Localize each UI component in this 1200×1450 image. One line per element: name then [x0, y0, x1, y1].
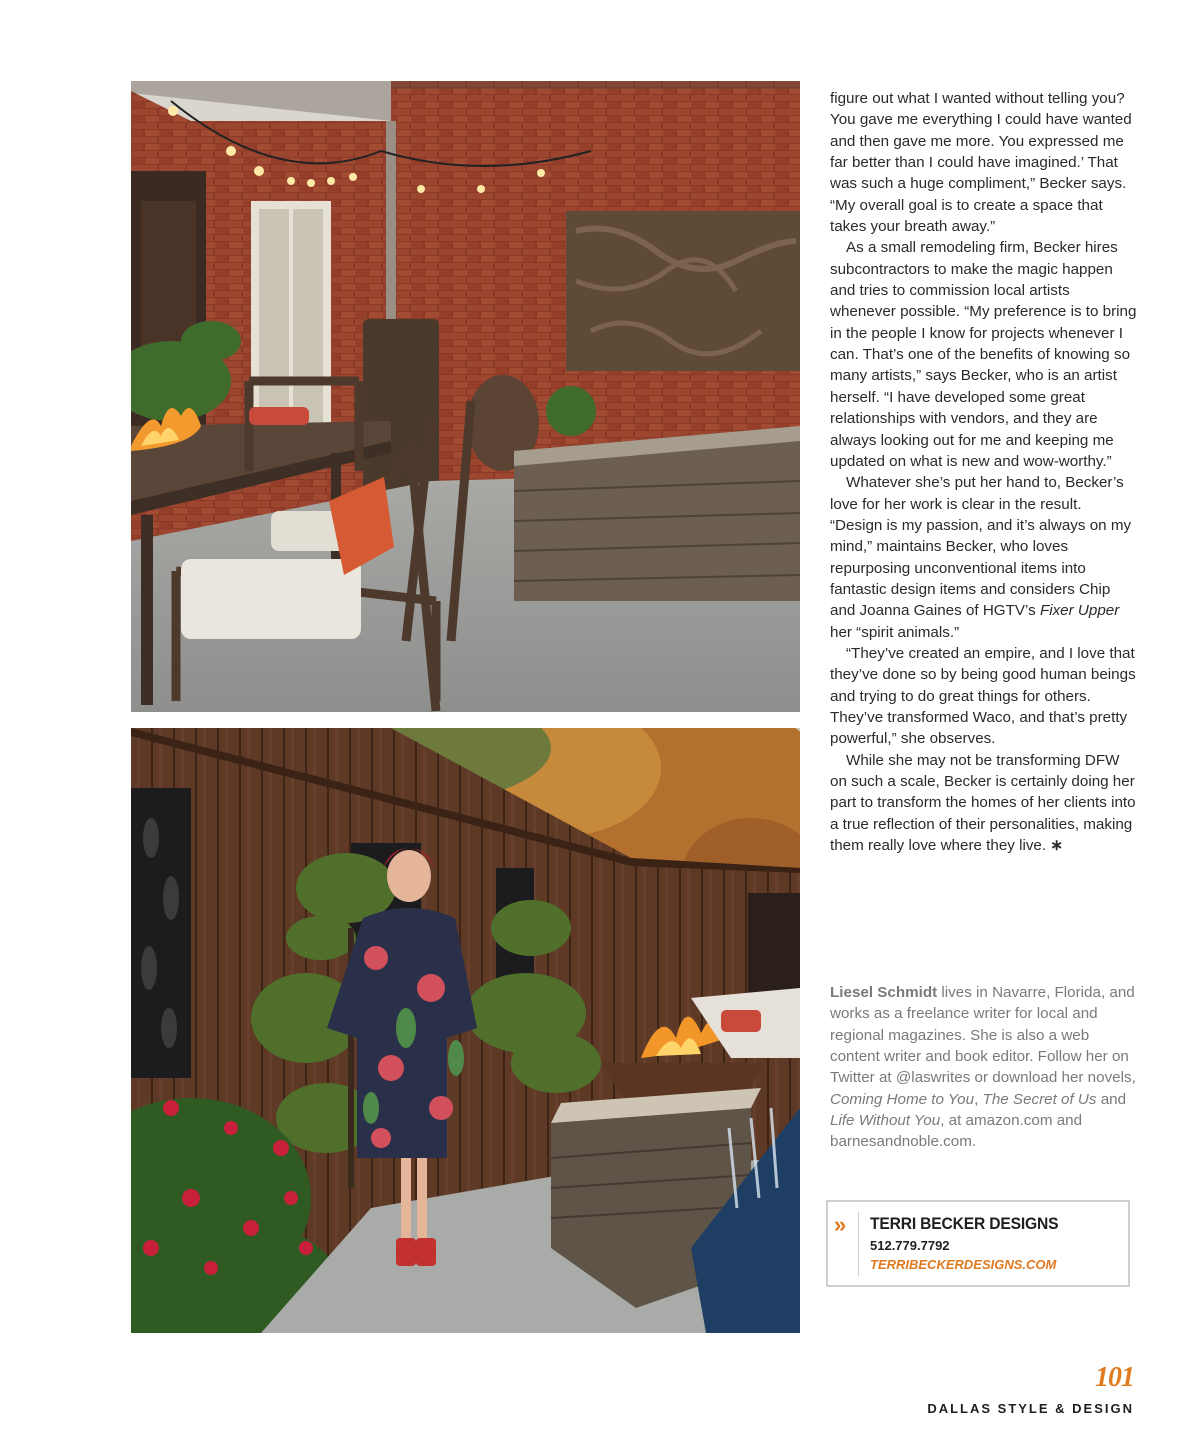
designer-garden-photo [131, 728, 800, 1333]
article-paragraph [830, 472, 1138, 643]
bio-text: , [974, 1090, 983, 1108]
magazine-name: DALLAS STYLE & DESIGN [927, 1401, 1134, 1416]
contact-box [826, 1200, 1130, 1287]
end-mark-icon: ∗ [1050, 837, 1064, 855]
author-bio [830, 982, 1138, 1153]
show-title: Fixer Upper [1039, 602, 1120, 620]
chevron-right-icon: » [834, 1212, 847, 1237]
bio-text: lives in Navarre, Florida, and works as a freelance writer for local and regional magazines. She is also a web content writer and book editor. Follow her on Twitter at @laswrites or download her novels, [830, 984, 1136, 1087]
book-title: Life Without You [830, 1112, 941, 1130]
company-website-link[interactable]: TERRIBECKERDESIGNS.COM [870, 1257, 1057, 1272]
author-name: Liesel Schmidt [830, 984, 938, 1001]
article-paragraph: figure out what I wanted without telling you? You gave me everything I could have wanted and then gave me more. You expressed me far better than I could have imagined.’ That was such a huge compliment,” Becker says. “My overall goal is to create a space that takes your breath away.” [830, 90, 1132, 236]
company-phone: 512.779.7792 [870, 1238, 950, 1253]
page-number: 101 [1095, 1362, 1134, 1393]
article-paragraph [830, 750, 1138, 857]
bio-text: , at amazon.com and barnesandnoble.com. [830, 1112, 1083, 1151]
article-paragraph-text: While she may not be transforming DFW on such a scale, Becker is certainly doing her part to transform the homes of her clients into a true reflection of their personalities, making them really love where they live. [830, 751, 1136, 855]
article-paragraph-text: Whatever she’s put her hand to, Becker’s love for her work is clear in the result. “Design is my passion, and it’s always on my mind,” maintains Becker, who loves repurposing unconventional items into fantastic design items and considers Chip and Joanna Gaines of HGTV’s [830, 474, 1132, 620]
book-title: The Secret of Us [982, 1090, 1097, 1108]
article-paragraph-text: her “spirit animals.” [830, 623, 960, 641]
company-name: TERRI BECKER DESIGNS [870, 1214, 1059, 1233]
bio-text: and [1096, 1090, 1127, 1108]
book-title: Coming Home to You [830, 1090, 975, 1108]
article-paragraph: “They’ve created an empire, and I love that they’ve done so by being good human beings and trying to do great things for others. They’ve transformed Waco, and that’s pretty powerful,” she observes. [830, 644, 1136, 748]
article-paragraph: As a small remodeling firm, Becker hires subcontractors to make the magic happen and tries to commission local artists whenever possible. “My preference is to bring in the people I know for projects whenever I can. That’s one of the benefits of knowing so many artists,” says Becker, who is an artist herself. “I have developed some great relationships with vendors, and they are always looking out for me and keeping me updated on what is new and wow-worthy.” [830, 239, 1137, 470]
divider [858, 1212, 859, 1276]
article-body [830, 88, 1138, 856]
patio-dining-photo [131, 81, 800, 712]
author-bio-text [830, 982, 1138, 1153]
